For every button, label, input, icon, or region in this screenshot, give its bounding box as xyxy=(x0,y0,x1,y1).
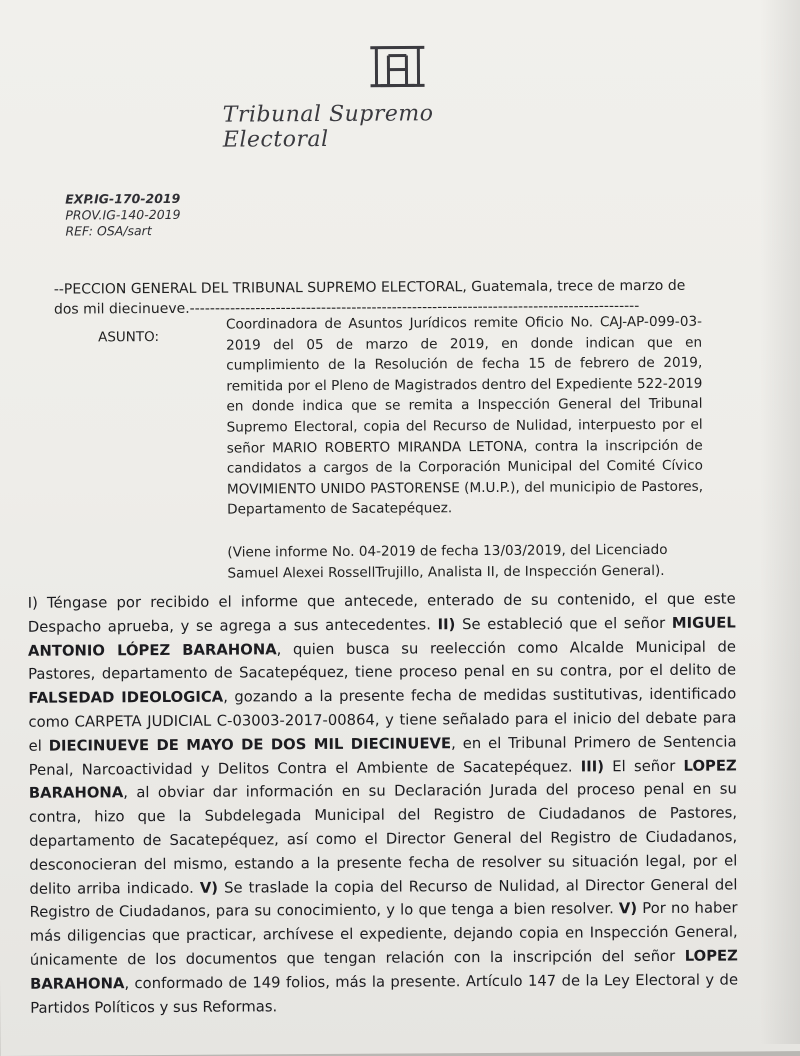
institution-name: Tribunal Supremo Electoral xyxy=(222,101,434,153)
page-shadow xyxy=(760,0,800,1044)
reference-initials: REF: OSA/sart xyxy=(65,223,152,239)
expediente-number: EXP.IG-170-2019 xyxy=(65,190,181,207)
intro-line-2: dos mil diecinueve.----------------------------------------------------------------------------------------- xyxy=(53,298,640,318)
resolution-body: I) Téngase por recibido el informe que antecede, enterado de su contenido, el que este Despacho aprueba, y se agrega a sus antecedentes. II) Se estableció que el señor MIGUEL ANTONIO LÓPEZ BARAHONA, quien busca su reelección como Alcalde Municipal de Pastores, departamento de Sacatepéquez, tiene proceso penal en su contra, por el delito de FALSEDAD IDEOLOGICA, gozando a la presente fecha de medidas sustitutivas, identificado como CARPETA JUDICIAL C-03003-2017-00864, y tiene señalado para el inicio del debate para el DIECINUEVE DE MAYO DE DOS MIL DIECINUEVE, en el Tribunal Primero de Sentencia Penal, Narcoactividad y Delitos Contra el Ambiente de Sacatepéquez. III) El señor LOPEZ BARAHONA, al obviar dar información en su Declaración Jurada del proceso penal en su contra, hizo que la Subdelegada Municipal del Registro de Ciudadanos de Pastores, departamento de Sacatepéquez, así como el Director General del Registro de Ciudadanos, desconocieran del mismo, estando a la presente fecha de resolver su situación legal, por el delito arriba indicado. V) Se traslade la copia del Recurso de Nulidad, al Director General del Registro de Ciudadanos, para su conocimiento, y lo que tenga a bien resolver. V) Por no haber más diligencias que practicar, archívese el expediente, dejando copia en Inspección General, únicamente de los documentos que tengan relación con la inscripción del señor LOPEZ BARAHONA, conformado de 149 folios, más la presente. Artículo 147 de la Ley Electoral y de Partidos Políticos y sus Reformas. xyxy=(27,590,739,1017)
tse-emblem-icon xyxy=(362,41,432,91)
name-miguel-lopez: MIGUEL ANTONIO LÓPEZ BARAHONA xyxy=(27,614,736,660)
informe-note: (Viene informe No. 04-2019 de fecha 13/03/2019, del Licenciado Samuel Alexei RossellTrujillo, Analista II, de Inspección General). xyxy=(227,541,668,582)
delito: FALSEDAD IDEOLOGICA xyxy=(28,688,224,707)
provision-number: PROV.IG-140-2019 xyxy=(65,206,181,223)
debate-date: DIECINUEVE DE MAYO DE DOS MIL DIECINUEVE xyxy=(48,735,452,755)
asunto-text: Coordinadora de Asuntos Jurídicos remite Oficio No. CAJ-AP-099-03-2019 del 05 de marzo de 2019, en donde indican que en cumplimiento de la Resolución de fecha 15 de febrero de 2019, remitida por el Pleno de Magistrados dentro del Expediente 522-2019 en donde indica que se remita a Inspección General del Tribunal Supremo Electoral, copia del Recurso de Nulidad, interpuesto por el señor MARIO ROBERTO MIRANDA LETONA, contra la inscripción de candidatos a cargos de la Corporación Municipal del Comité Cívico MOVIMIENTO UNIDO PASTORENSE (M.U.P.), del municipio de Pastores, Departamento de Sacatepéquez. xyxy=(225,313,704,518)
asunto-label: ASUNTO: xyxy=(98,328,160,346)
intro-line-1: --PECCION GENERAL DEL TRIBUNAL SUPREMO ELECTORAL, Guatemala, trece de marzo de xyxy=(53,277,686,298)
section-1: I) Téngase por recibido el informe que antecede, enterado de su contenido, el que este Despacho aprueba, y se agrega a sus antecedentes. xyxy=(27,590,736,636)
